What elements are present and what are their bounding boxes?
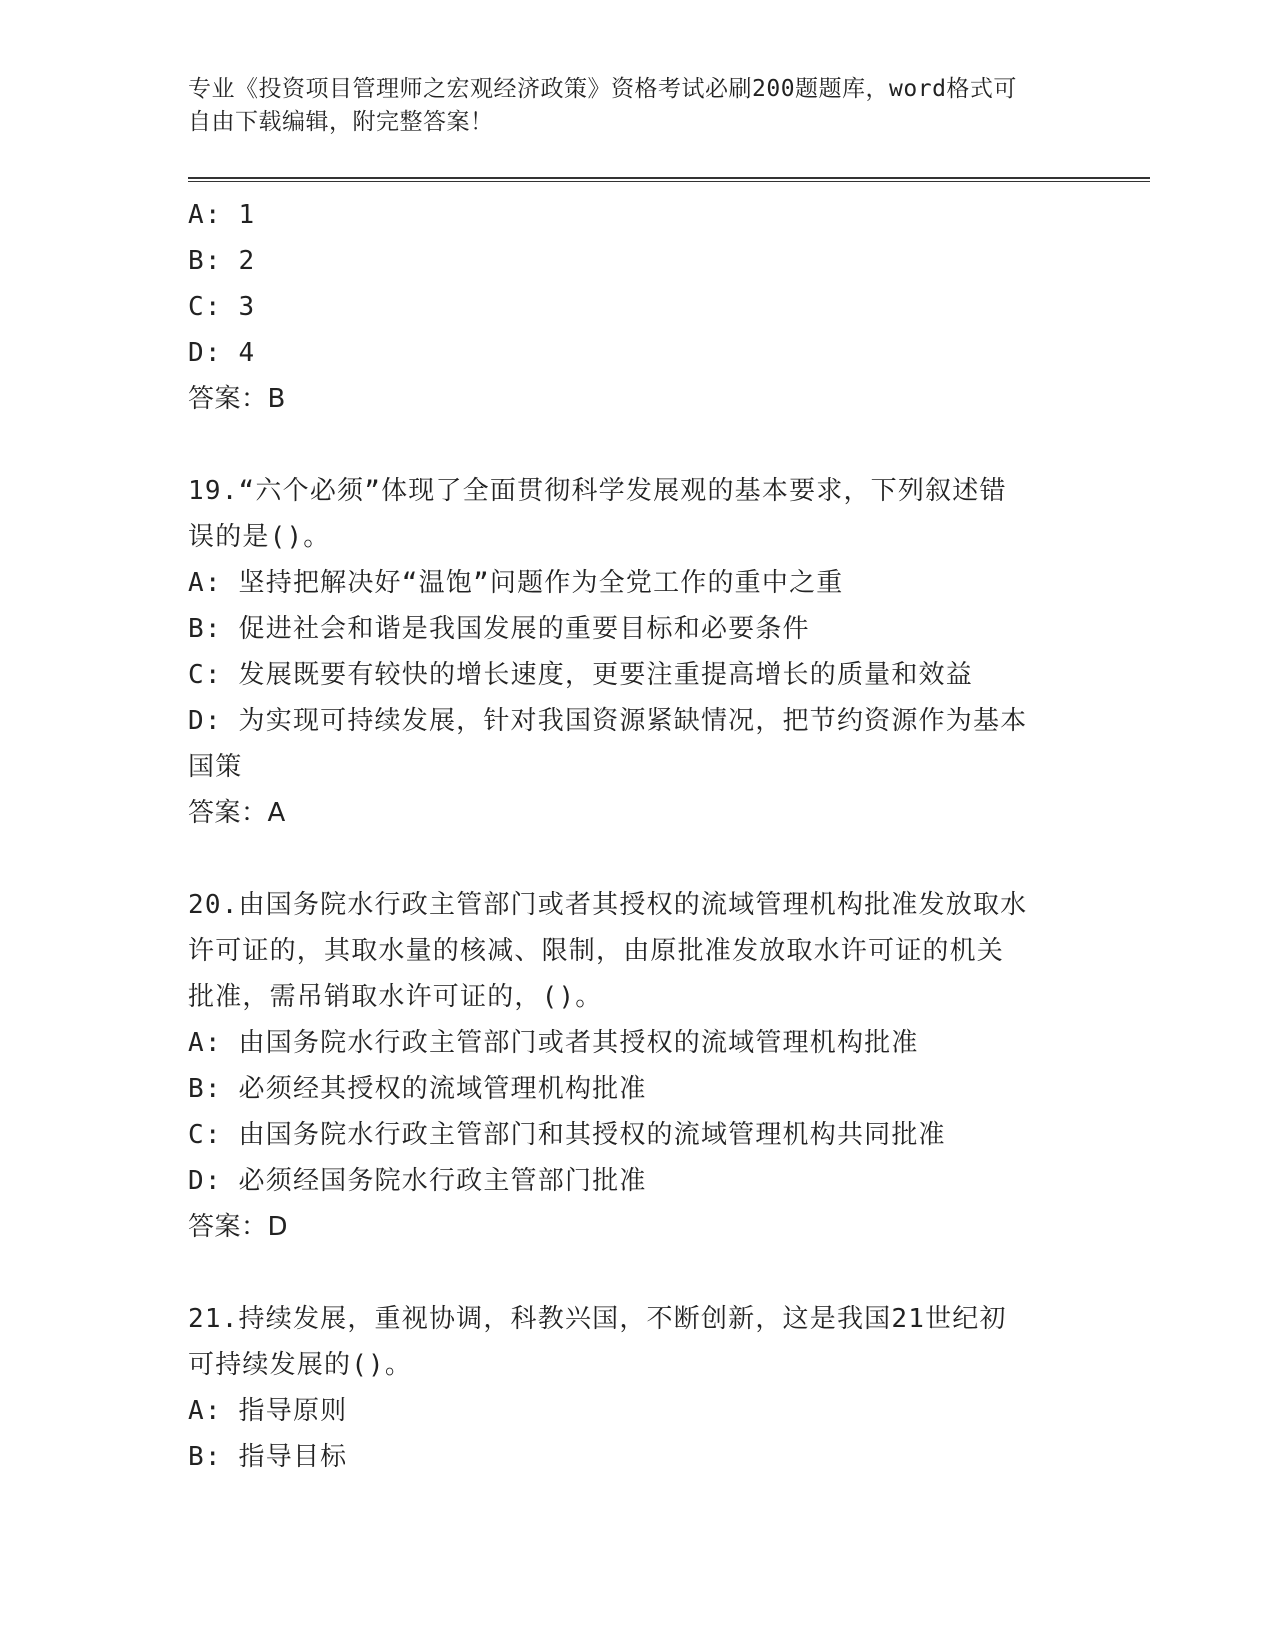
option-d: D: 必须经国务院水行政主管部门批准 — [188, 1166, 647, 1196]
question-stem-line: 误的是()。 — [188, 522, 331, 552]
option-b: B: 促进社会和谐是我国发展的重要目标和必要条件 — [188, 614, 810, 644]
header-divider-thin — [188, 181, 1150, 182]
question-stem-line: 可持续发展的()。 — [188, 1350, 413, 1380]
question-stem-line: 许可证的，其取水量的核减、限制，由原批准发放取水许可证的机关 — [188, 936, 1005, 966]
option-b: B: 必须经其授权的流域管理机构批准 — [188, 1074, 647, 1104]
answer-label: 答案：B — [188, 384, 286, 414]
question-20 — [188, 882, 1088, 1250]
question-19 — [188, 468, 1088, 836]
header-line-2: 自由下载编辑，附完整答案！ — [188, 109, 494, 135]
option-c: C: 发展既要有较快的增长速度，更要注重提高增长的质量和效益 — [188, 660, 973, 690]
option-b: B: 2 — [188, 246, 256, 276]
option-d: D: 4 — [188, 338, 256, 368]
spacer — [188, 422, 1088, 468]
question-stem-line: 20.由国务院水行政主管部门或者其授权的流域管理机构批准发放取水 — [188, 890, 1028, 920]
question-stem-line: 21.持续发展，重视协调，科教兴国，不断创新，这是我国21世纪初 — [188, 1304, 1007, 1334]
option-a: A: 指导原则 — [188, 1396, 348, 1426]
option-c: C: 由国务院水行政主管部门和其授权的流域管理机构共同批准 — [188, 1120, 946, 1150]
option-b: B: 指导目标 — [188, 1442, 348, 1472]
header-line-1: 专业《投资项目管理师之宏观经济政策》资格考试必刷200题题库，word格式可 — [188, 76, 1017, 102]
question-21 — [188, 1296, 1088, 1480]
question-stem-line: 19.“六个必须”体现了全面贯彻科学发展观的基本要求，下列叙述错 — [188, 476, 1007, 506]
option-a: A: 1 — [188, 200, 256, 230]
option-d: D: 为实现可持续发展，针对我国资源紧缺情况，把节约资源作为基本 — [188, 706, 1028, 736]
question-list — [188, 192, 1088, 1480]
document-header — [188, 73, 1088, 139]
option-c: C: 3 — [188, 292, 256, 322]
option-a: A: 坚持把解决好“温饱”问题作为全党工作的重中之重 — [188, 568, 844, 598]
spacer — [188, 1250, 1088, 1296]
question-stem-line: 批准，需吊销取水许可证的，()。 — [188, 982, 603, 1012]
answer-label: 答案：A — [188, 798, 286, 828]
question-18-options — [188, 192, 1088, 422]
spacer — [188, 836, 1088, 882]
option-a: A: 由国务院水行政主管部门或者其授权的流域管理机构批准 — [188, 1028, 919, 1058]
answer-label: 答案：D — [188, 1212, 289, 1242]
option-d-continued: 国策 — [188, 752, 243, 782]
header-divider-thick — [188, 177, 1150, 179]
